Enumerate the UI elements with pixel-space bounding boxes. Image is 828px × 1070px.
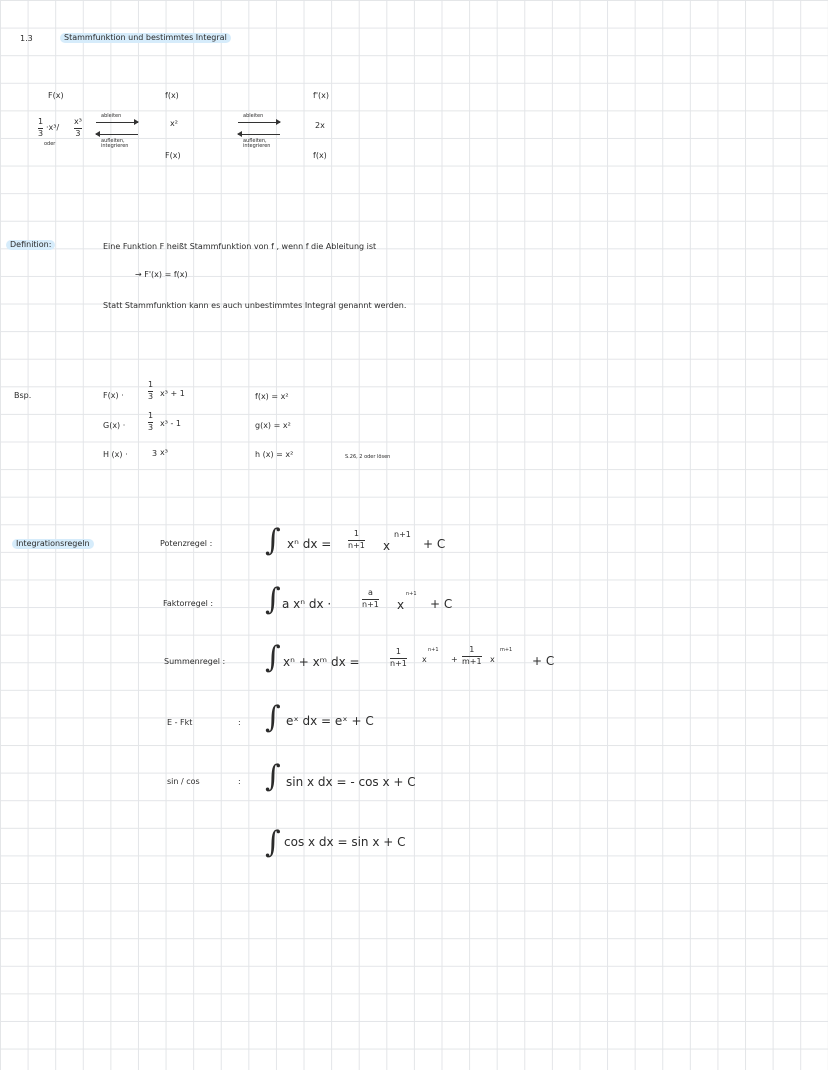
example-H-coef: 3 (152, 449, 158, 458)
example-F-fraction: 1 3 (148, 380, 154, 401)
example-label: Bsp. (14, 391, 32, 400)
example-F-left: F(x) · (103, 391, 124, 400)
table-col-F: F(x) (48, 91, 64, 100)
table-col-f: f(x) (165, 91, 179, 100)
rule-potenz-name: Potenzregel : (160, 539, 213, 548)
rule-summen-lhs: xⁿ + xᵐ dx = (283, 655, 360, 669)
aufleiten-label-2: aufleiten, integrieren (243, 138, 271, 149)
rule-potenz-exp: n+1 (394, 530, 411, 539)
example-F-right: x³ + 1 (160, 389, 185, 398)
ableiten-label-1: ableiten (101, 113, 122, 119)
integral-sign-icon: ∫ (265, 582, 281, 617)
ableiten-arrow-1 (96, 122, 138, 123)
example-h: h (x) = x² (255, 450, 294, 459)
rule-cos-expr: cos x dx = sin x + C (284, 835, 406, 849)
section-number: 1.3 (20, 34, 33, 43)
example-g: g(x) = x² (255, 421, 291, 430)
rule-sincos-name: sin / cos (167, 777, 200, 786)
rule-efkt-expr: eˣ dx = eˣ + C (286, 714, 374, 728)
example-G-fraction: 1 3 (148, 411, 154, 432)
rule-potenz-rhs: x (383, 539, 391, 553)
fprime-bottom: f(x) (313, 151, 327, 160)
rule-summen-fraction-2: 1 m+1 (462, 645, 482, 666)
rule-faktor-rhs: x (397, 598, 405, 612)
definition-line-2: → F'(x) = f(x) (135, 270, 188, 279)
example-note: S.26, 2 oder lösen (345, 454, 391, 460)
definition-line-1: Eine Funktion F heißt Stammfunktion von f , wenn f die Ableitung ist (103, 242, 377, 251)
rule-efkt-name: E - Fkt (167, 718, 193, 727)
rule-summen-tail: + C (532, 654, 555, 668)
oder-label: oder (44, 141, 56, 147)
rule-summen-rhs-2: x (490, 655, 495, 664)
aufleiten-arrow-2 (238, 134, 280, 135)
integral-sign-icon: ∫ (265, 700, 281, 735)
rule-faktor-lhs: a xⁿ dx · (282, 597, 332, 611)
rule-potenz-lhs: xⁿ dx = (287, 537, 332, 551)
rule-summen-rhs-1: x (422, 655, 427, 664)
f-value: x² (170, 119, 178, 128)
rule-sin-expr: sin x dx = - cos x + C (286, 775, 416, 789)
integral-sign-icon: ∫ (265, 640, 281, 675)
section-title: Stammfunktion und bestimmtes Integral (60, 33, 231, 43)
F-fraction-b: x³ 3 (74, 117, 82, 138)
F-bottom: F(x) (165, 151, 181, 160)
integral-sign-icon: ∫ (265, 523, 281, 558)
aufleiten-arrow-1 (96, 134, 138, 135)
integral-sign-icon: ∫ (265, 759, 281, 794)
example-G-right: x³ - 1 (160, 419, 182, 428)
table-col-fprime: f'(x) (313, 91, 329, 100)
ableiten-label-2: ableiten (243, 113, 264, 119)
rule-sincos-colon: : (238, 777, 241, 786)
rule-potenz-fraction: 1 n+1 (348, 529, 365, 550)
rule-potenz-tail: + C (423, 537, 446, 551)
definition-line-3: Statt Stammfunktion kann es auch unbestimmtes Integral genannt werden. (103, 301, 407, 310)
rule-summen-plus: + (451, 655, 458, 664)
example-G-left: G(x) · (103, 421, 126, 430)
aufleiten-label-1: aufleiten, integrieren (101, 138, 129, 149)
rule-summen-exp-2: m+1 (500, 647, 513, 653)
rule-faktor-exp: n+1 (406, 591, 417, 597)
F-fraction-a: 1 3 (38, 117, 44, 138)
F-expr: ·x³/ (46, 123, 60, 132)
rule-summen-exp-1: n+1 (428, 647, 439, 653)
example-H-right: x³ (160, 448, 168, 457)
rule-efkt-colon: : (238, 718, 241, 727)
rule-faktor-name: Faktorregel : (163, 599, 214, 608)
rule-faktor-fraction: a n+1 (362, 588, 379, 609)
definition-label: Definition: (6, 240, 55, 250)
rules-label: Integrationsregeln (12, 539, 94, 549)
rule-summen-fraction-1: 1 n+1 (390, 647, 407, 668)
example-f: f(x) = x² (255, 392, 289, 401)
integral-sign-icon: ∫ (265, 825, 281, 860)
fprime-value: 2x (315, 121, 325, 130)
rule-summen-name: Summenregel : (164, 657, 226, 666)
ableiten-arrow-2 (238, 122, 280, 123)
rule-faktor-tail: + C (430, 597, 453, 611)
example-H-left: H (x) · (103, 450, 128, 459)
